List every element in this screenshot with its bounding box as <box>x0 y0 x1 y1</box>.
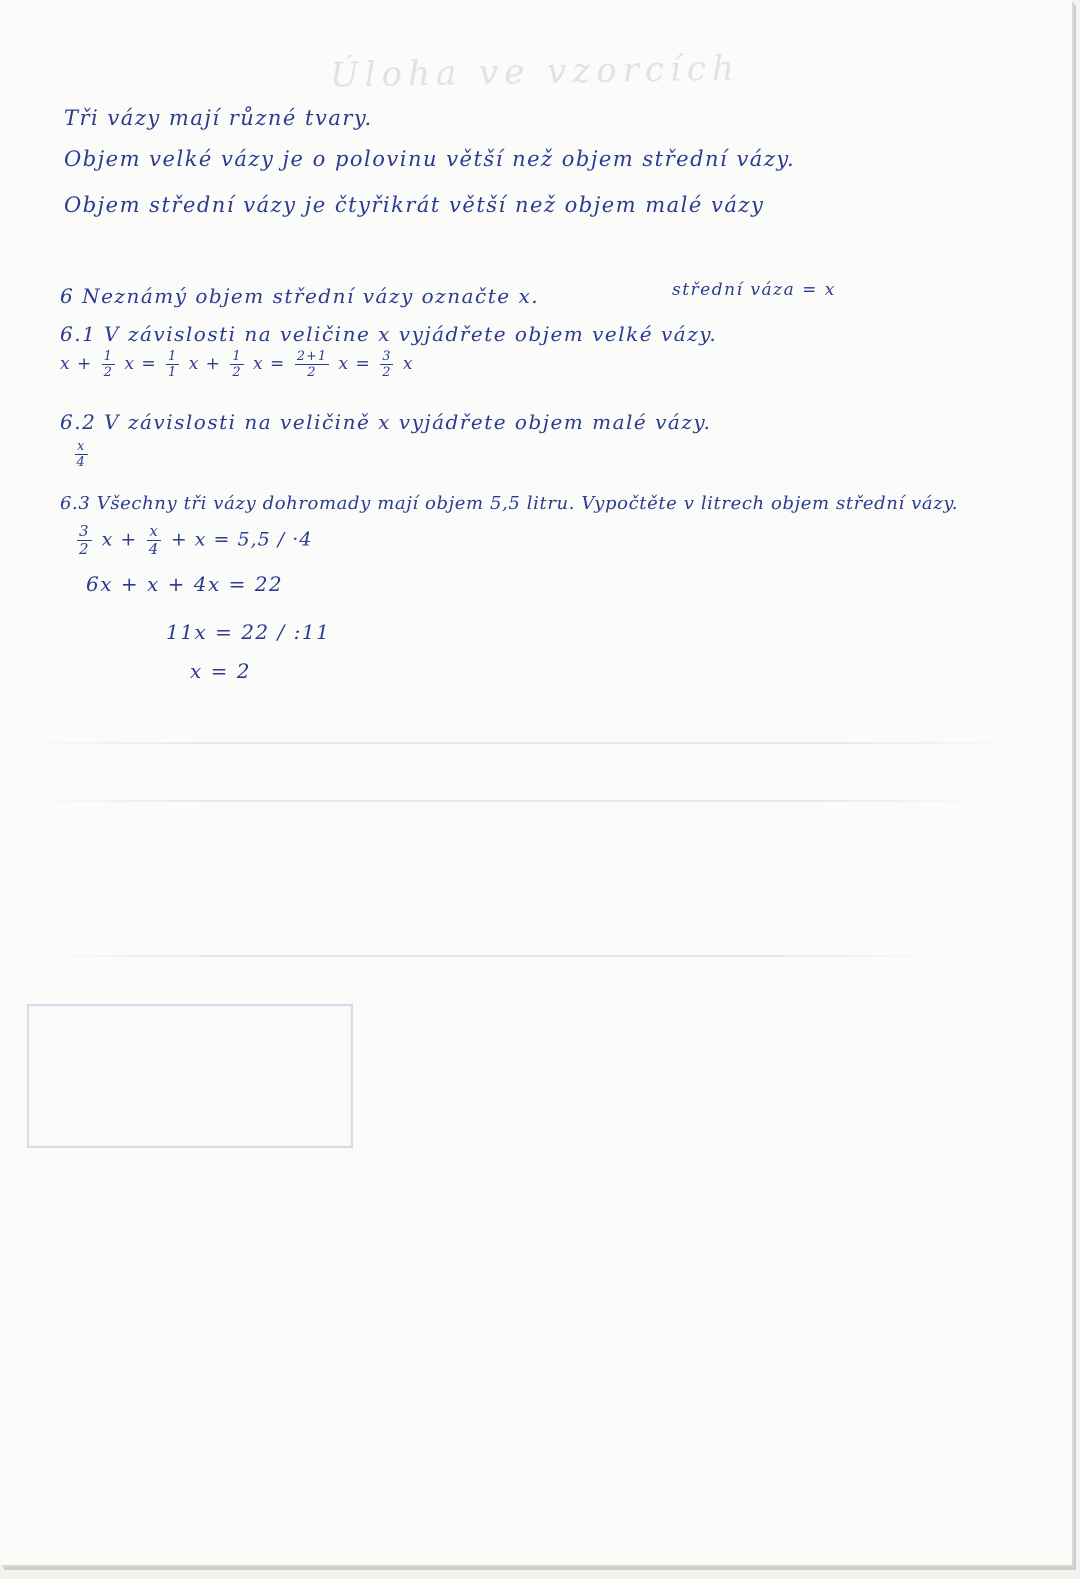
eq-part: x = <box>338 354 371 374</box>
task-6-note: střední váza = x <box>672 280 836 300</box>
fraction <box>147 524 160 557</box>
bleed-through-line <box>30 800 990 802</box>
eq-part: x = <box>253 354 286 374</box>
task-6-2-answer <box>72 440 91 469</box>
task-6-3-equation-4: x = 2 <box>190 659 251 683</box>
fraction <box>102 350 115 379</box>
task-6-1-equation <box>60 350 413 379</box>
fraction-denominator: 2 <box>382 365 392 380</box>
fraction-numerator: x <box>149 522 159 540</box>
task-6-3-equation-1 <box>74 524 312 557</box>
eq-part: x <box>402 354 414 374</box>
fraction-denominator: 4 <box>76 455 87 470</box>
eq-part: x + <box>101 528 138 551</box>
bleed-through-heading: Úloha ve vzorcích <box>329 48 741 96</box>
task-6-2-text: 6.2 V závislosti na veličině x vyjádřete objem malé vázy. <box>60 410 712 434</box>
task-6-3-equation-3: 11x = 22 / :11 <box>166 620 331 644</box>
fraction-numerator: 1 <box>103 349 113 364</box>
intro-line-2: Objem velké vázy je o polovinu větší než objem střední vázy. <box>64 147 796 171</box>
intro-line-1: Tři vázy mají různé tvary. <box>64 106 373 130</box>
task-6-3-text: 6.3 Všechny tři vázy dohromady mají objem 5,5 litru. Vypočtěte v litrech objem střední vázy. <box>60 493 959 514</box>
eq-part: + x = 5,5 / ·4 <box>170 528 313 551</box>
fraction <box>166 350 179 379</box>
fraction-denominator: 2 <box>103 365 113 380</box>
intro-line-3: Objem střední vázy je čtyřikrát větší než objem malé vázy <box>64 193 765 217</box>
fraction-numerator: 3 <box>79 522 90 540</box>
fraction-numerator: 1 <box>168 349 178 364</box>
fraction <box>295 350 329 379</box>
task-6-3-equation-2: 6x + x + 4x = 22 <box>86 572 284 596</box>
fraction-denominator: 1 <box>168 365 178 380</box>
bleed-through-line <box>20 742 1020 744</box>
fraction-denominator: 2 <box>79 540 90 558</box>
fraction-numerator: 2+1 <box>296 349 328 364</box>
fraction-numerator: 1 <box>232 349 242 364</box>
fraction <box>75 440 88 469</box>
fraction <box>77 524 92 557</box>
eq-part: x + <box>188 354 221 374</box>
task-6-1-text: 6.1 V závislosti na veličine x vyjádřete objem velké vázy. <box>60 322 718 346</box>
fraction-numerator: 3 <box>382 349 392 364</box>
fraction-numerator: x <box>77 439 86 454</box>
fraction-denominator: 4 <box>148 540 160 558</box>
bleed-through-line <box>40 955 940 957</box>
bleed-through-box <box>27 1004 353 1148</box>
eq-part: x = <box>124 354 157 374</box>
fraction <box>380 350 393 379</box>
eq-part: x + <box>60 354 93 374</box>
fraction <box>230 350 243 379</box>
fraction-denominator: 2 <box>232 365 242 380</box>
fraction-denominator: 2 <box>307 365 317 380</box>
task-6-text: 6 Neznámý objem střední vázy označte x. <box>60 284 540 308</box>
